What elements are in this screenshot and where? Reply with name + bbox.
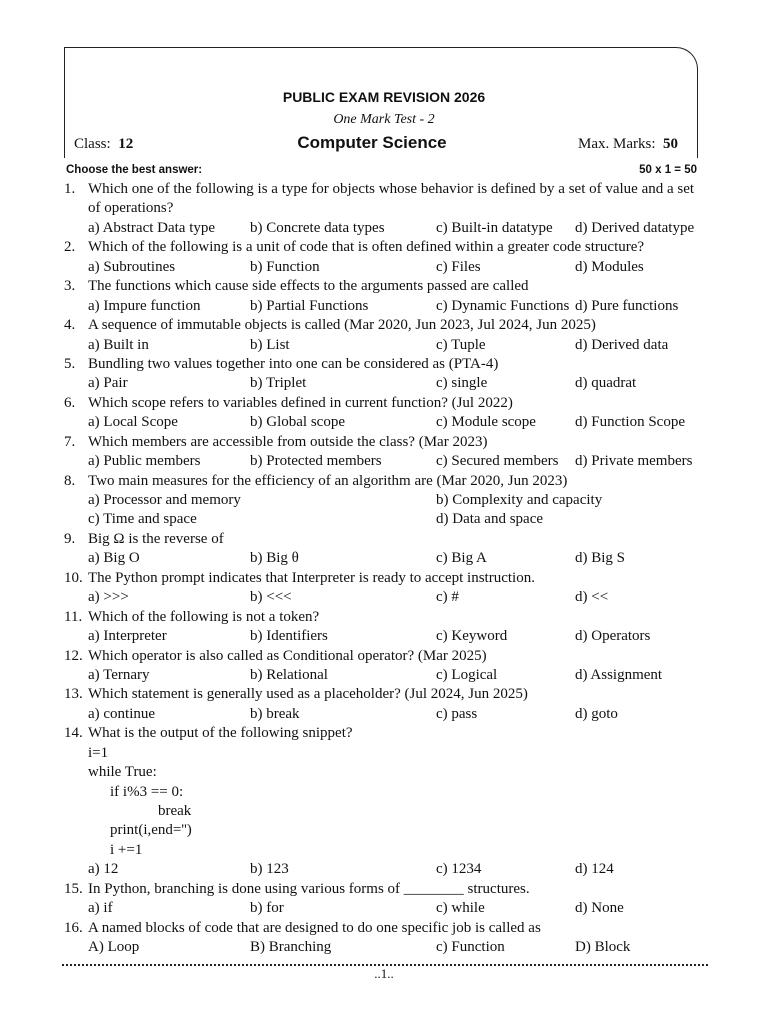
answer-option: d) None	[575, 900, 624, 917]
options-row	[0, 705, 768, 724]
question-line	[0, 530, 768, 549]
answer-option: d) 124	[575, 861, 614, 878]
options-row	[0, 627, 768, 646]
options-row	[0, 297, 768, 316]
answer-option: c) Function	[436, 939, 505, 956]
answer-option: a) continue	[88, 705, 156, 722]
exam-title: PUBLIC EXAM REVISION 2026	[282, 89, 486, 105]
marks-scheme: 50 x 1 = 50	[639, 164, 697, 176]
question-line	[0, 724, 768, 743]
answer-option: c) Logical	[436, 666, 498, 683]
question-line	[0, 685, 768, 704]
answer-option: b) Partial Functions	[250, 297, 369, 314]
question-number: 13.	[64, 686, 83, 703]
answer-option: c) Time and space	[88, 511, 197, 528]
code-text: while True:	[88, 764, 157, 781]
answer-option: c) Files	[436, 258, 481, 275]
answer-option: D) Block	[575, 939, 631, 956]
options-row	[0, 588, 768, 607]
answer-option: b) Relational	[250, 666, 328, 683]
answer-option: a) Public members	[88, 453, 201, 470]
answer-option: b) 123	[250, 861, 289, 878]
question-number: 11.	[64, 608, 83, 625]
answer-option: b) Big θ	[250, 550, 299, 567]
max-marks-label: Max. Marks:	[578, 136, 656, 152]
answer-option: b) break	[250, 705, 300, 722]
answer-option: b) Triplet	[250, 375, 307, 392]
answer-option: d) Big S	[575, 550, 626, 567]
code-line	[0, 763, 768, 782]
code-line	[0, 821, 768, 840]
question-text: Two main measures for the efficiency of an algorithm are (Mar 2020, Jun 2023)	[88, 472, 568, 489]
options-row	[0, 219, 768, 238]
question-line	[0, 569, 768, 588]
options-row	[0, 860, 768, 879]
question-line	[0, 277, 768, 296]
answer-option: d) Pure functions	[575, 297, 679, 314]
answer-option: c) Dynamic Functions	[436, 297, 570, 314]
question-text: In Python, branching is done using various forms of ________ structures.	[88, 880, 530, 897]
question-number: 1.	[64, 181, 76, 197]
question-number: 4.	[64, 317, 76, 334]
max-marks-value: 50	[663, 136, 678, 152]
answer-option: c) single	[436, 375, 488, 392]
answer-option: b) Function	[250, 258, 320, 275]
question-number: 15.	[64, 880, 83, 897]
question-line	[0, 199, 768, 218]
question-line	[0, 238, 768, 257]
answer-option: d) Function Scope	[575, 414, 685, 431]
question-line	[0, 919, 768, 938]
question-number: 3.	[64, 278, 76, 295]
answer-option: b) Complexity and capacity	[436, 492, 603, 508]
answer-option: a) Processor and memory	[88, 492, 241, 508]
answer-option: a) Impure function	[88, 297, 201, 314]
question-number: 16.	[64, 919, 83, 936]
question-text: Which one of the following is a type for objects whose behavior is defined by a set of value and a set	[88, 181, 695, 197]
question-text: of operations?	[88, 200, 174, 217]
answer-option: c) while	[436, 900, 485, 917]
answer-option: B) Branching	[250, 939, 332, 956]
class-label: Class:	[74, 136, 111, 152]
question-text: Which scope refers to variables defined in current function? (Jul 2022)	[88, 394, 513, 411]
code-text: i +=1	[110, 841, 143, 858]
question-text: Which members are accessible from outside the class? (Mar 2023)	[88, 433, 488, 450]
answer-option: b) Protected members	[250, 453, 382, 470]
answer-option: a) Ternary	[88, 666, 150, 683]
test-subtitle: One Mark Test - 2	[333, 112, 435, 127]
question-text: A named blocks of code that are designed to do one specific job is called as	[88, 919, 541, 936]
class-value: 12	[118, 136, 134, 152]
options-row	[0, 491, 768, 510]
answer-option: b) <<<	[250, 589, 292, 606]
question-text: The Python prompt indicates that Interpreter is ready to accept instruction.	[88, 569, 535, 586]
answer-option: d) <<	[575, 589, 609, 606]
answer-option: b) Global scope	[250, 414, 345, 431]
code-line	[0, 783, 768, 802]
answer-option: c) pass	[436, 705, 478, 722]
question-line	[0, 316, 768, 335]
answer-option: a) Abstract Data type	[88, 219, 216, 236]
question-number: 10.	[64, 569, 83, 586]
options-row	[0, 510, 768, 529]
answer-option: a) if	[88, 900, 113, 917]
code-text: if i%3 == 0:	[110, 783, 184, 800]
code-line	[0, 744, 768, 763]
question-line	[0, 880, 768, 899]
answer-option: a) Big O	[88, 550, 140, 567]
answer-option: d) Private members	[575, 453, 693, 470]
answer-option: c) 1234	[436, 861, 482, 878]
question-number: 7.	[64, 433, 76, 450]
question-line	[0, 433, 768, 452]
question-number: 14.	[64, 725, 83, 742]
answer-option: b) List	[250, 336, 290, 353]
question-line	[0, 355, 768, 374]
answer-option: a) Built in	[88, 336, 149, 353]
answer-option: a) Subroutines	[88, 258, 176, 275]
answer-option: c) Built-in datatype	[436, 219, 553, 236]
code-line	[0, 802, 768, 821]
subject-title: Computer Science	[297, 133, 447, 152]
question-text: Big Ω is the reverse of	[88, 530, 224, 547]
answer-option: d) Operators	[575, 628, 651, 645]
page-number: ..1..	[374, 966, 394, 981]
question-text: Which of the following is not a token?	[88, 608, 320, 625]
answer-option: c) #	[436, 589, 459, 606]
question-text: A sequence of immutable objects is called (Mar 2020, Jun 2023, Jul 2024, Jun 2025)	[88, 317, 596, 334]
question-line	[0, 472, 768, 491]
options-row	[0, 452, 768, 471]
question-line	[0, 608, 768, 627]
answer-option: a) >>>	[88, 589, 129, 606]
options-row	[0, 549, 768, 568]
answer-option: d) goto	[575, 705, 618, 722]
answer-option: a) Interpreter	[88, 628, 167, 645]
options-row	[0, 899, 768, 918]
question-line	[0, 394, 768, 413]
options-row	[0, 258, 768, 277]
question-text: Which operator is also called as Conditional operator? (Mar 2025)	[88, 647, 487, 664]
answer-option: d) Modules	[575, 258, 644, 275]
question-text: The functions which cause side effects to the arguments passed are called	[88, 278, 529, 295]
code-text: break	[158, 803, 192, 819]
question-number: 5.	[64, 355, 76, 372]
answer-option: c) Tuple	[436, 336, 486, 353]
answer-option: a) Local Scope	[88, 414, 178, 431]
question-text: Which statement is generally used as a placeholder? (Jul 2024, Jun 2025)	[88, 686, 528, 703]
options-row	[0, 374, 768, 393]
options-row	[0, 666, 768, 685]
answer-option: a) 12	[88, 861, 119, 878]
code-text: print(i,end='')	[110, 822, 192, 839]
answer-option: c) Secured members	[436, 453, 559, 470]
answer-option: c) Keyword	[436, 628, 508, 645]
question-number: 12.	[64, 647, 83, 664]
options-row	[0, 938, 768, 957]
instruction: Choose the best answer:	[66, 164, 203, 176]
options-row	[0, 413, 768, 432]
answer-option: b) Concrete data types	[250, 219, 385, 236]
answer-option: d) Assignment	[575, 666, 663, 683]
question-number: 8.	[64, 472, 76, 489]
code-line	[0, 841, 768, 860]
question-line	[0, 180, 768, 199]
answer-option: d) quadrat	[575, 375, 637, 392]
answer-option: a) Pair	[88, 375, 128, 392]
question-number: 9.	[64, 530, 76, 547]
answer-option: d) Derived datatype	[575, 219, 695, 236]
question-number: 2.	[64, 239, 76, 256]
answer-option: d) Data and space	[436, 511, 544, 528]
code-text: i=1	[88, 744, 109, 761]
question-text: What is the output of the following snippet?	[88, 725, 353, 742]
question-list	[0, 180, 768, 958]
options-row	[0, 336, 768, 355]
answer-option: A) Loop	[88, 939, 140, 956]
max-marks	[578, 136, 678, 153]
answer-option: c) Module scope	[436, 414, 536, 431]
question-text: Which of the following is a unit of code that is often defined within a greater code structure?	[88, 239, 645, 256]
question-text: Bundling two values together into one can be considered as (PTA-4)	[88, 355, 499, 372]
answer-option: c) Big A	[436, 550, 487, 567]
question-line	[0, 647, 768, 666]
answer-option: b) for	[250, 900, 284, 917]
question-number: 6.	[64, 394, 76, 411]
answer-option: d) Derived data	[575, 336, 669, 353]
answer-option: b) Identifiers	[250, 628, 328, 645]
